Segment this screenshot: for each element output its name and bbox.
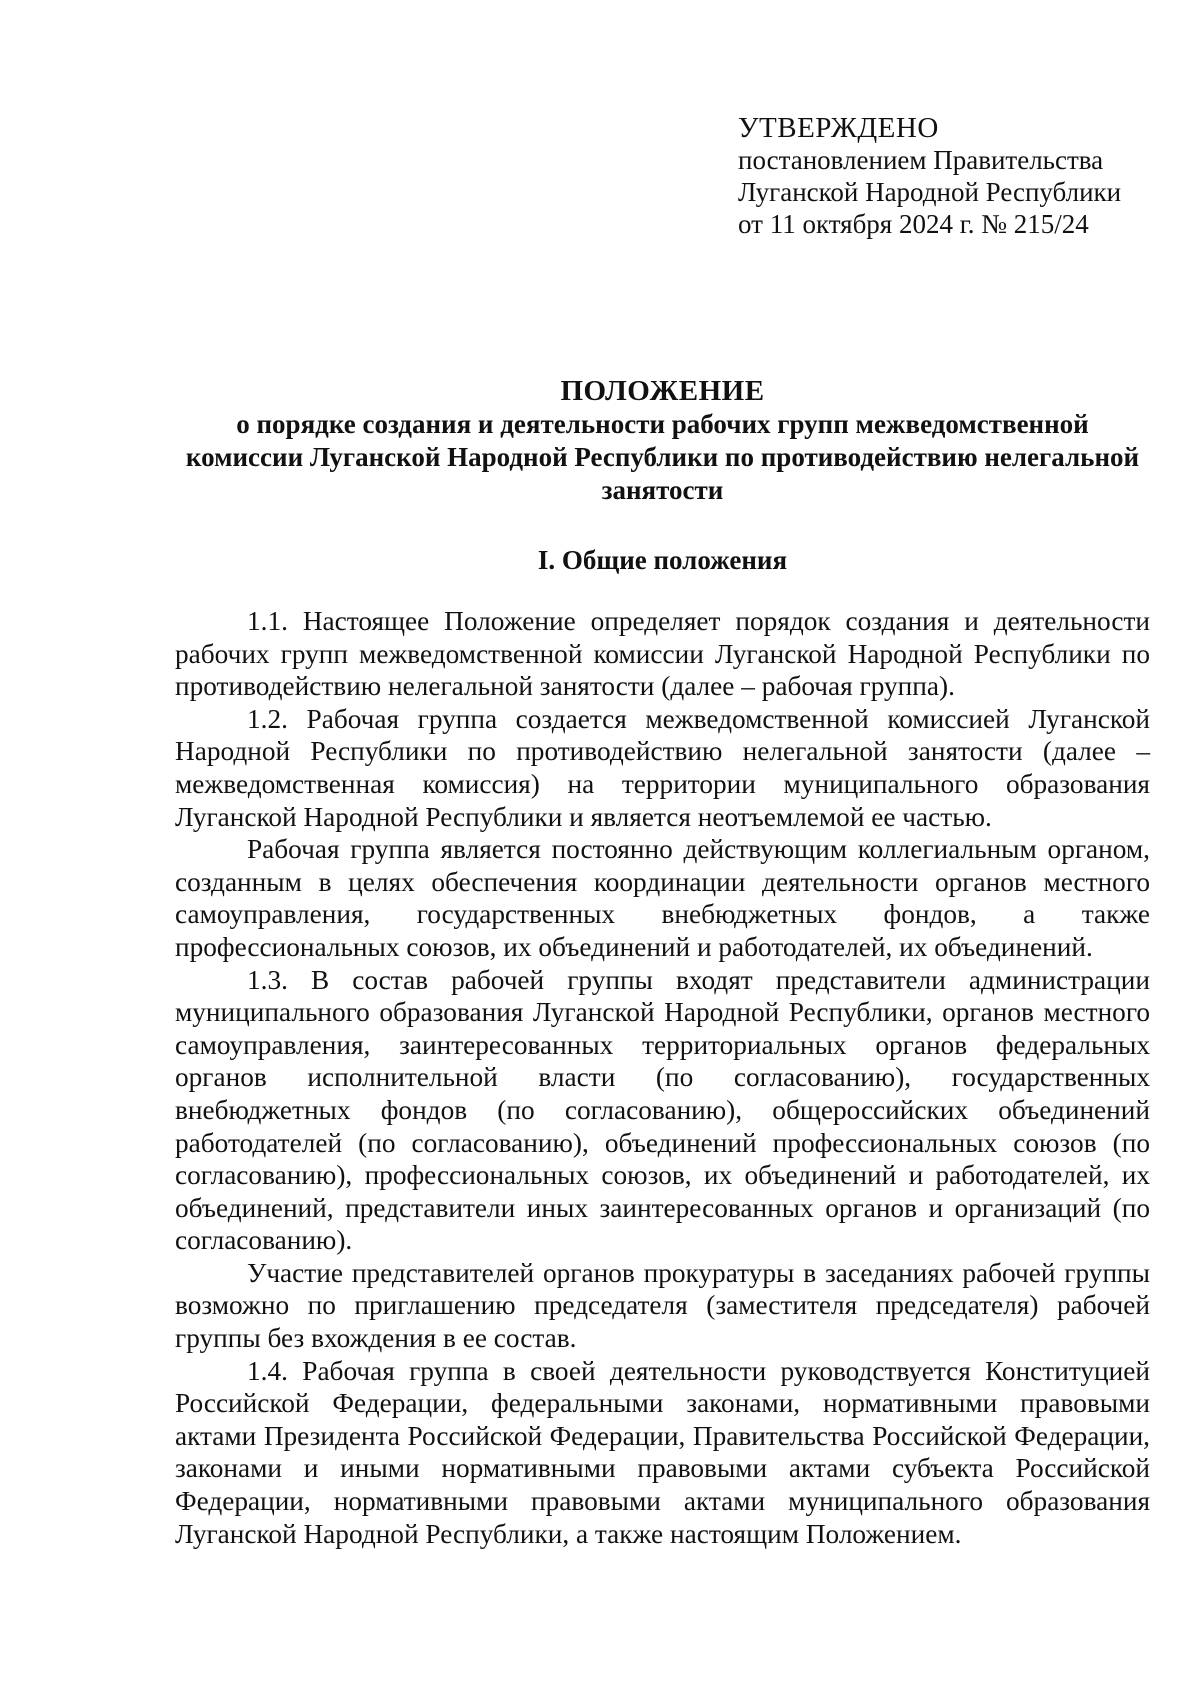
approval-line-1: постановлением Правительства (738, 145, 1104, 175)
paragraph-1-2: 1.2. Рабочая группа создается межведомственной комиссией Луганской Народной Республики по противодействию нелегальной занятости (далее – межведомственная комиссия) на территории муниципального образования Луганской Народной Республики и является неотъемлемой ее частью. (175, 703, 1150, 832)
document-title: ПОЛОЖЕНИЕ (560, 375, 765, 407)
document-subtitle: о порядке создания и деятельности рабочих групп межведомственной комиссии Луганской Народной Республики по противодействию нелегальной занятости (185, 409, 1140, 505)
approval-line-2: Луганской Народной Республики (738, 177, 1122, 207)
paragraph-1-1: 1.1. Настоящее Положение определяет порядок создания и деятельности рабочих групп межведомственной комиссии Луганской Народной Республики по противодействию нелегальной занятости (далее – рабочая группа). (175, 606, 1150, 702)
approval-line-3: от 11 октября 2024 г. № 215/24 (738, 209, 1089, 239)
approval-block (738, 112, 1158, 240)
section-heading: I. Общие положения (537, 545, 788, 575)
paragraph-1-3: 1.3. В состав рабочей группы входят представители администрации муниципального образования Луганской Народной Республики, органов местного самоуправления, заинтересованных территориальных органов федеральных органов исполнительной власти (по согласованию), государственных внебюджетных фондов (по согласованию), общероссийских объединений работодателей (по согласованию), объединений профессиональных союзов (по согласованию), профессиональных союзов, их объединений и работодателей, их объединений, представители иных заинтересованных органов и организаций (по согласованию). (175, 964, 1150, 1256)
paragraph-1-4: 1.4. Рабочая группа в своей деятельности руководствуется Конституцией Российской Федерации, федеральными законами, нормативными правовыми актами Президента Российской Федерации, Правительства Российской Федерации, законами и иными нормативными правовыми актами субъекта Российской Федерации, нормативными правовыми актами муниципального образования Луганской Народной Республики, а также настоящим Положением. (175, 1355, 1150, 1549)
paragraph-1-3-continued: Участие представителей органов прокуратуры в заседаниях рабочей группы возможно по приглашению председателя (заместителя председателя) рабочей группы без вхождения в ее состав. (175, 1257, 1150, 1354)
approval-stamp: УТВЕРЖДЕНО (738, 112, 939, 144)
paragraph-1-2-continued: Рабочая группа является постоянно действующим коллегиальным органом, созданным в целях обеспечения координации деятельности органов местного самоуправления, государственных внебюджетных фондов, а также профессиональных союзов, их объединений и работодателей, их объединений. (175, 834, 1150, 962)
document-title-block (175, 375, 1150, 507)
document-body (175, 605, 1150, 1550)
